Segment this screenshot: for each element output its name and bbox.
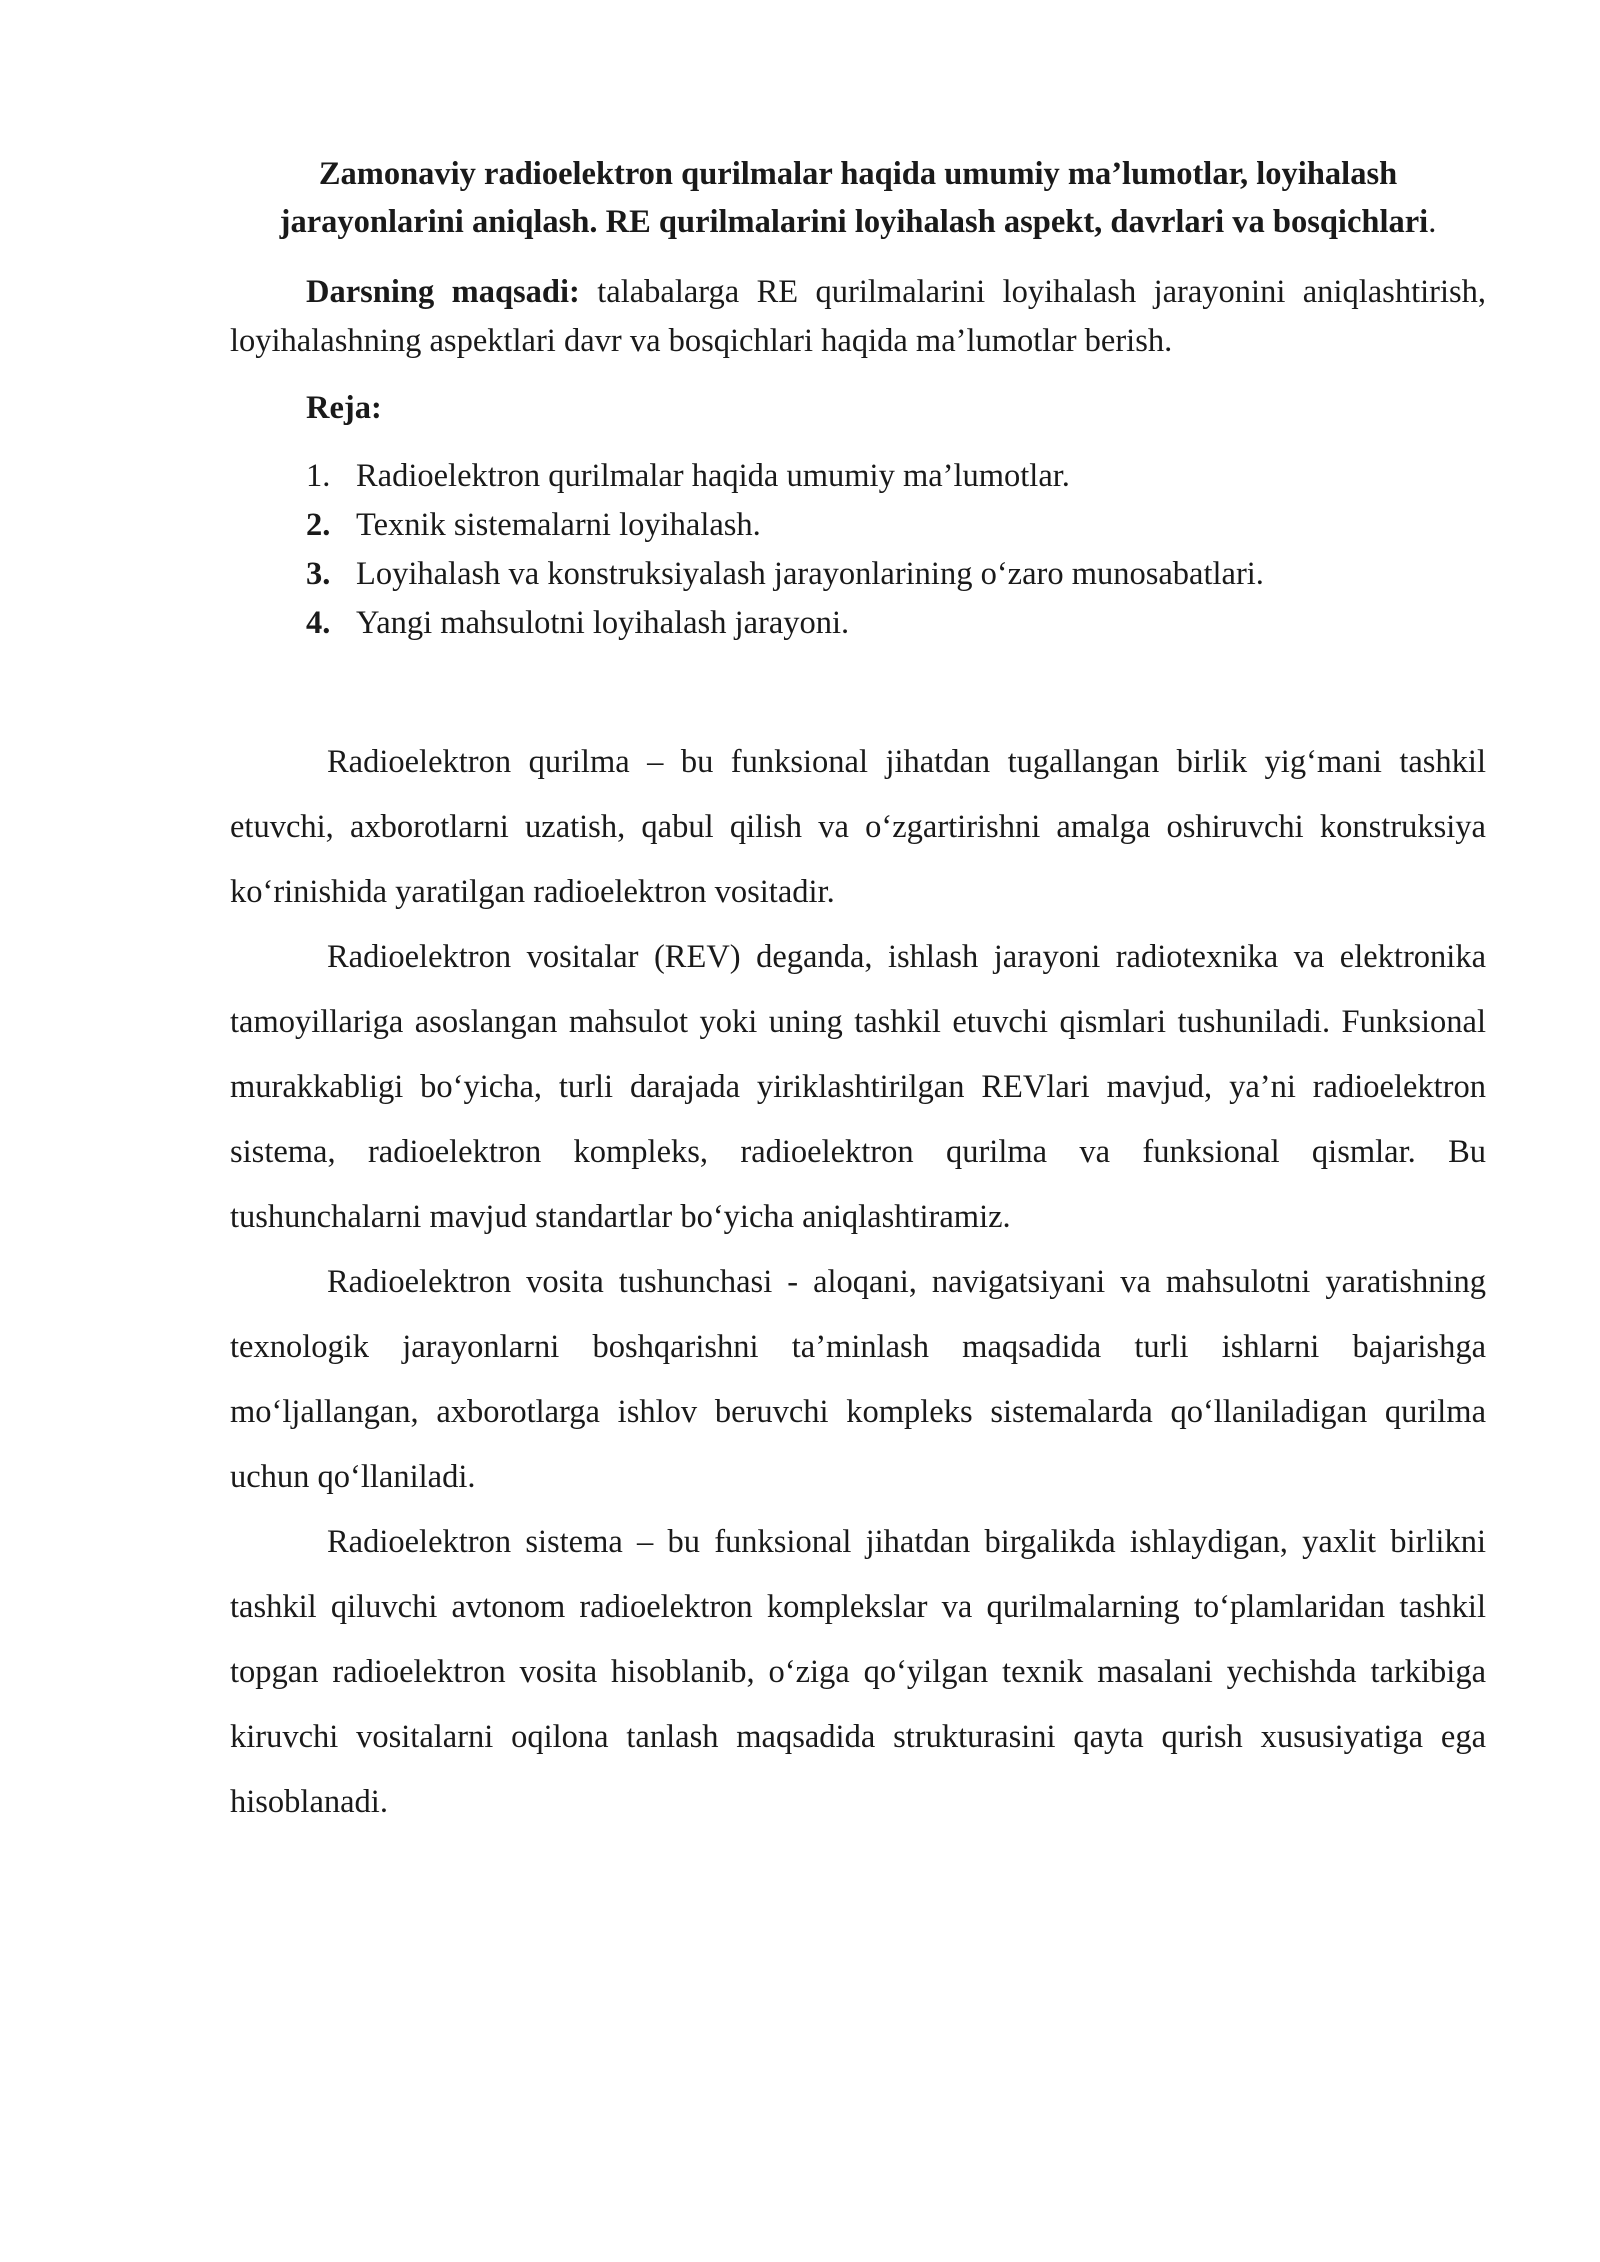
lesson-goal bbox=[230, 268, 1486, 366]
plan-list bbox=[230, 452, 1486, 648]
plan-heading: Reja: bbox=[306, 390, 382, 426]
title-period: . bbox=[1428, 204, 1437, 240]
body-paragraph: Radioelektron qurilma – bu funksional jihatdan tugallangan birlik yig‘mani tashkil etuvchi, axborotlarni uzatish, qabul qilish va o‘zgartirishni amalga oshiruvchi konstruksiya ko‘rinishida yaratilgan radioelektron vositadir. bbox=[230, 744, 1486, 910]
plan-item-number: 3. bbox=[306, 556, 331, 592]
plan-item-number: 4. bbox=[306, 605, 331, 641]
plan-item-text: Texnik sistemalarni loyihalash. bbox=[356, 507, 761, 543]
body-paragraph: Radioelektron sistema – bu funksional jihatdan birgalikda ishlaydigan, yaxlit birlikni tashkil qiluvchi avtonom radioelektron komplekslar va qurilmalarning to‘plamlaridan tashkil topgan radioelektron vosita hisoblanib, o‘ziga qo‘yilgan texnik masalani yechishda tarkibiga kiruvchi vositalarni oqilona tanlash maqsadida strukturasini qayta qurish xususiyatiga ega hisoblanadi. bbox=[230, 1524, 1486, 1820]
plan-item bbox=[306, 501, 1486, 550]
plan-item-text: Yangi mahsulotni loyihalash jarayoni. bbox=[356, 605, 850, 641]
title-text: Zamonaviy radioelektron qurilmalar haqida umumiy ma’lumotlar, loyihalash jarayonlarini aniqlash. RE qurilmalarini loyihalash aspekt, davrlari va bosqichlari bbox=[279, 156, 1429, 240]
plan-item-text: Loyihalash va konstruksiyalash jarayonlarining o‘zaro munosabatlari. bbox=[356, 556, 1264, 592]
goal-text: talabalarga RE qurilmalarini loyihalash jarayonini aniqlashtirish, loyihalashning aspektlari davr va bosqichlari haqida ma’lumotlar berish. bbox=[230, 274, 1486, 359]
plan-item bbox=[306, 599, 1486, 648]
document-page bbox=[230, 150, 1486, 1835]
document-title bbox=[230, 150, 1486, 246]
body-paragraph: Radioelektron vositalar (REV) deganda, ishlash jarayoni radiotexnika va elektronika tamoyillariga asoslangan mahsulot yoki uning tashkil etuvchi qismlari tushuniladi. Funksional murakkabligi bo‘yicha, turli darajada yiriklashtirilgan REVlari mavjud, ya’ni radioelektron sistema, radioelektron kompleks, radioelektron qurilma va funksional qismlar. Bu tushunchalarni mavjud standartlar bo‘yicha aniqlashtiramiz. bbox=[230, 939, 1486, 1235]
body-paragraph: Radioelektron vosita tushunchasi - aloqani, navigatsiyani va mahsulotni yaratishning texnologik jarayonlarni boshqarishni ta’minlash maqsadida turli ishlarni bajarishga mo‘ljallangan, axborotlarga ishlov beruvchi kompleks sistemalarda qo‘llaniladigan qurilma uchun qo‘llaniladi. bbox=[230, 1264, 1486, 1495]
plan-item-text: Radioelektron qurilmalar haqida umumiy ma’lumotlar. bbox=[356, 458, 1070, 494]
plan-item bbox=[306, 550, 1486, 599]
plan-item-number: 2. bbox=[306, 507, 331, 543]
plan-item bbox=[306, 452, 1486, 501]
plan-item-number: 1. bbox=[306, 458, 331, 494]
goal-label: Darsning maqsadi: bbox=[306, 274, 580, 310]
